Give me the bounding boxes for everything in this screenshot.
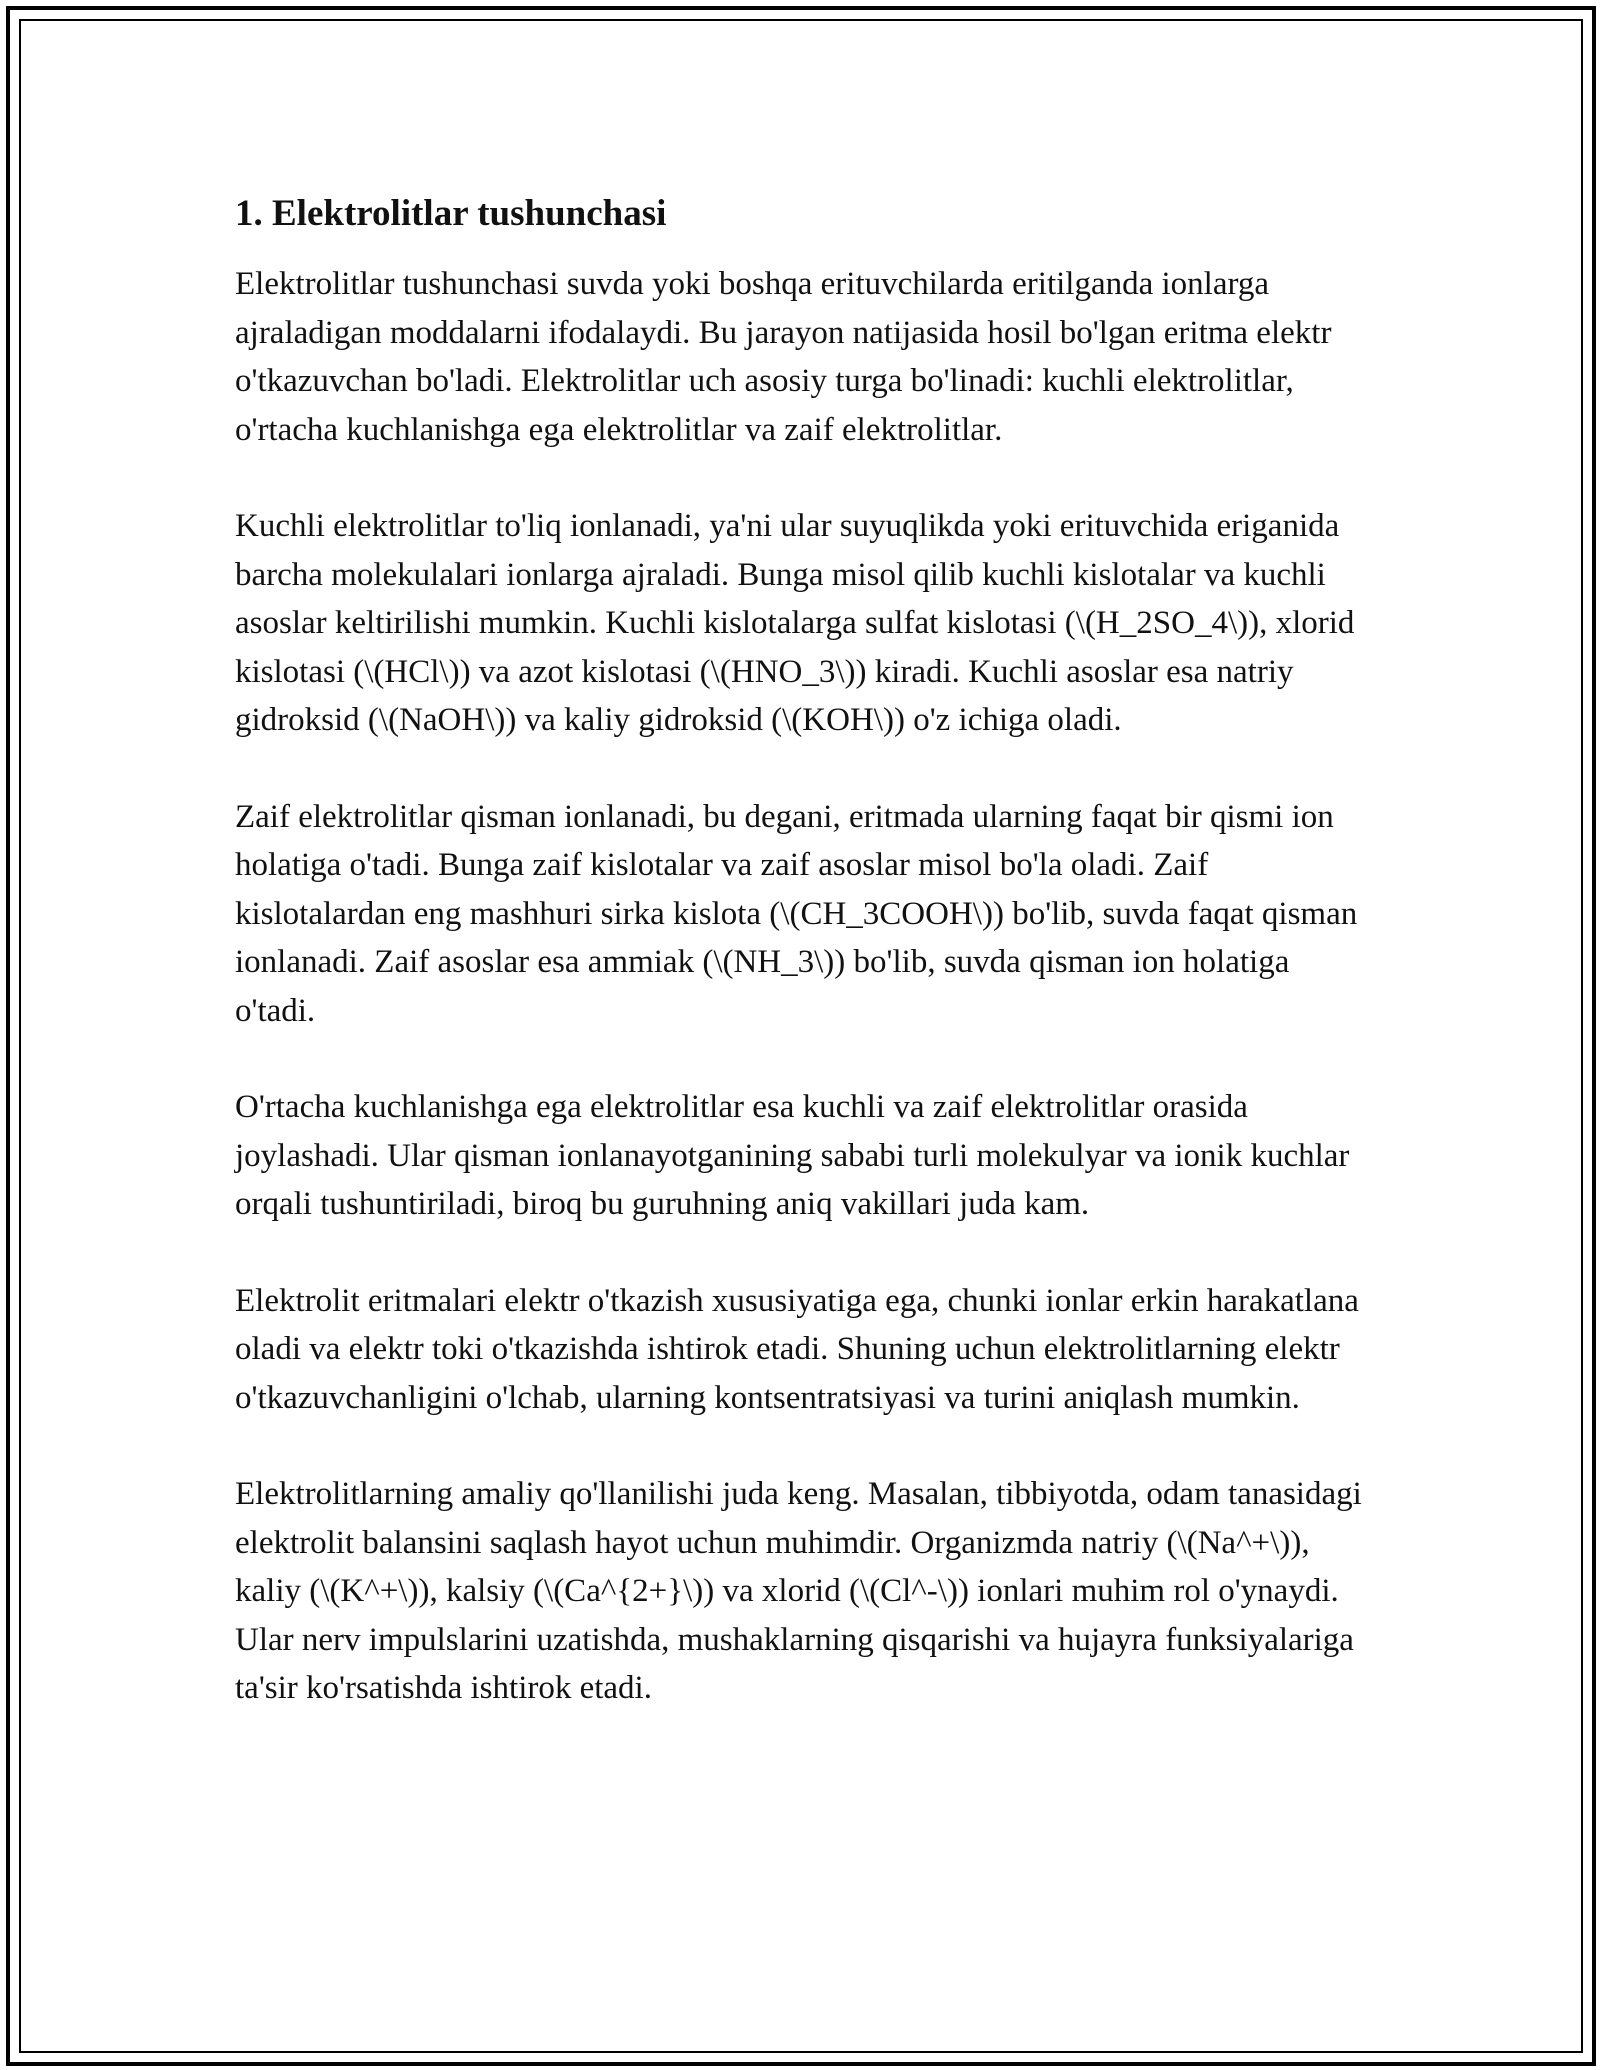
paragraph-medium-electrolytes: O'rtacha kuchlanishga ega elektrolitlar esa kuchli va zaif elektrolitlar orasida joylashadi. Ular qisman ionlanayotganining sababi turli molekulyar va ionik kuchlar orqali tushuntiriladi, biroq bu guruhning aniq vakillari juda kam. (235, 1089, 1350, 1222)
paragraph-conductivity: Elektrolit eritmalari elektr o'tkazish xususiyatiga ega, chunki ionlar erkin harakatlana oladi va elektr toki o'tkazishda ishtirok etadi. Shuning uchun elektrolitlarning elektr o'tkazuvchanligini o'lchab, ularning kontsentratsiyasi va turini aniqlash mumkin. (235, 1282, 1359, 1416)
section-heading: 1. Elektrolitlar tushunchasi (235, 193, 667, 234)
paragraph-strong-electrolytes: Kuchli elektrolitlar to'liq ionlanadi, ya'ni ular suyuqlikda yoki erituvchida eriganida barcha molekulalari ionlarga ajraladi. Bunga misol qilib kuchli kislotalar va kuchli asoslar keltirilishi mumkin. Kuchli kislotalarga sulfat kislotasi (\(H_2SO_4\)), xlorid kislotasi (\(HCl\)) va azot kislotasi (\(HNO_3\)) kiradi. Kuchli asoslar esa natriy gidroksid (\(NaOH\)) va kaliy gidroksid (\(KOH\)) o'z ichiga oladi. (235, 508, 1355, 738)
document-body (235, 190, 1365, 1761)
paragraph-weak-electrolytes: Zaif elektrolitlar qisman ionlanadi, bu degani, eritmada ularning faqat bir qismi ion holatiga o'tadi. Bunga zaif kislotalar va zaif asoslar misol bo'la oladi. Zaif kislotalardan eng mashhuri sirka kislota (\(CH_3COOH\)) bo'lib, suvda faqat qisman ionlanadi. Zaif asoslar esa ammiak (\(NH_3\)) bo'lib, suvda qisman ion holatiga o'tadi. (235, 798, 1358, 1029)
paragraph-applications: Elektrolitlarning amaliy qo'llanilishi juda keng. Masalan, tibbiyotda, odam tanasidagi elektrolit balansini saqlash hayot uchun muhimdir. Organizmda natriy (\(Na^+\)), kaliy (\(K^+\)), kalsiy (\(Ca^{2+}\)) va xlorid (\(Cl^-\)) ionlari muhim rol o'ynaydi. Ular nerv impulslarini uzatishda, mushaklarning qisqarishi va hujayra funksiyalariga ta'sir ko'rsatishda ishtirok etadi. (235, 1476, 1362, 1706)
paragraph-definition: Elektrolitlar tushunchasi suvda yoki boshqa erituvchilarda eritilganda ionlarga ajraladigan moddalarni ifodalaydi. Bu jarayon natijasida hosil bo'lgan eritma elektr o'tkazuvchan bo'ladi. Elektrolitlar uch asosiy turga bo'linadi: kuchli elektrolitlar, o'rtacha kuchlanishga ega elektrolitlar va zaif elektrolitlar. (235, 266, 1332, 448)
